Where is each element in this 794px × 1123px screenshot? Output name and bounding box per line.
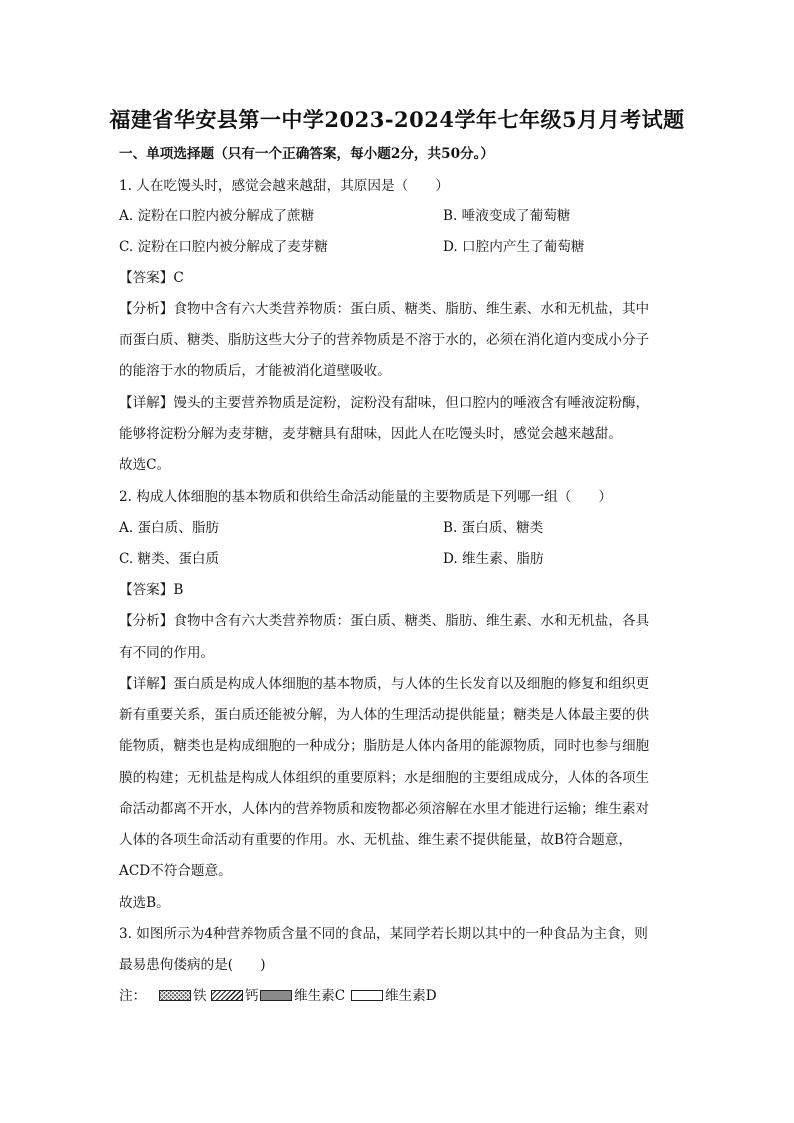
- question-1-analysis-line: 的能溶于水的物质后，才能被消化道壁吸收。: [119, 363, 391, 379]
- question-1-detail-line: 能够将淀粉分解为麦芽糖，麦芽糖具有甜味，因此人在吃馒头时，感觉会越来越甜。: [119, 426, 622, 442]
- question-2-detail-line: 命活动都离不开水，人体内的营养物质和废物都必须溶解在水里才能进行运输；维生素对: [119, 801, 650, 817]
- white-swatch-icon: [351, 990, 383, 1001]
- question-1-option-c: C. 淀粉在口腔内被分解成了麦芽糖: [119, 239, 328, 255]
- question-1-detail-line: 【详解】馒头的主要营养物质是淀粉，淀粉没有甜味，但口腔内的唾液含有唾液淀粉酶，: [119, 395, 650, 411]
- diagonal-hatch-swatch-icon: [211, 990, 243, 1001]
- question-2-detail-line: 【详解】蛋白质是构成人体细胞的基本物质，与人体的生长发育以及细胞的修复和组织更: [119, 676, 650, 692]
- legend-prefix: 注：: [119, 988, 147, 1004]
- question-2-detail-line: 人体的各项生命活动有重要的作用。水、无机盐、维生素不提供能量，故B符合题意，: [119, 832, 632, 848]
- question-2-analysis-line: 【分析】食物中含有六大类营养物质：蛋白质、糖类、脂肪、维生素、水和无机盐，各具: [119, 613, 650, 629]
- question-2-conclusion: 故选B。: [119, 895, 170, 911]
- question-3-stem: 3. 如图所示为4种营养物质含量不同的食品，某同学若长期以其中的一种食品为主食，则: [119, 926, 648, 942]
- question-1-stem: 1. 人在吃馒头时，感觉会越来越甜，其原因是（ ）: [119, 178, 449, 194]
- legend-label-iron: 铁: [193, 988, 207, 1004]
- question-2-option-a: A. 蛋白质、脂肪: [119, 520, 220, 536]
- gray-swatch-icon: [260, 990, 292, 1001]
- legend-item-vitamin-c: [260, 986, 345, 1006]
- question-2-option-c: C. 糖类、蛋白质: [119, 551, 220, 567]
- question-2-option-d: D. 维生素、脂肪: [443, 551, 544, 567]
- question-2-detail-line: 新有重要关系，蛋白质还能被分解，为人体的生理活动提供能量；糖类是人体最主要的供: [119, 707, 650, 723]
- legend-label-calcium: 钙: [245, 988, 259, 1004]
- question-2-option-b: B. 蛋白质、糖类: [443, 520, 544, 536]
- crosshatch-swatch-icon: [159, 990, 191, 1001]
- question-3-stem: 最易患佝偻病的是( ): [119, 957, 266, 973]
- question-1-option-d: D. 口腔内产生了葡萄糖: [443, 239, 585, 255]
- legend-label-vitamin-c: 维生素C: [294, 988, 346, 1004]
- question-1-option-b: B. 唾液变成了葡萄糖: [443, 208, 571, 224]
- question-1-conclusion: 故选C。: [119, 457, 171, 473]
- question-2-analysis-line: 有不同的作用。: [119, 645, 215, 661]
- legend-item-iron: [159, 986, 207, 1006]
- question-1-option-a: A. 淀粉在口腔内被分解成了蔗糖: [119, 208, 315, 224]
- legend-item-calcium: [211, 986, 259, 1006]
- page-title: 福建省华安县第一中学2023-2024学年七年级5月月考试题: [109, 107, 685, 132]
- question-1-analysis-line: 而蛋白质、糖类、脂肪这些大分子的营养物质是不溶于水的，必须在消化道内变成小分子: [119, 332, 650, 348]
- question-2-stem: 2. 构成人体细胞的基本物质和供给生命活动能量的主要物质是下列哪一组（ ）: [119, 489, 613, 505]
- section-heading: 一、单项选择题（只有一个正确答案，每小题2分，共50分。）: [119, 146, 495, 162]
- question-2-detail-line: 膜的构建；无机盐是构成人体组织的重要原料；水是细胞的主要组成成分，人体的各项生: [119, 770, 650, 786]
- legend-label-vitamin-d: 维生素D: [385, 988, 437, 1004]
- question-1-analysis-line: 【分析】食物中含有六大类营养物质：蛋白质、糖类、脂肪、维生素、水和无机盐，其中: [119, 301, 650, 317]
- question-2-detail-line: ACD不符合题意。: [119, 863, 232, 879]
- question-2-detail-line: 能物质，糖类也是构成细胞的一种成分；脂肪是人体内备用的能源物质，同时也参与细胞: [119, 738, 650, 754]
- question-1-answer: 【答案】C: [119, 270, 184, 286]
- question-2-answer: 【答案】B: [119, 582, 184, 598]
- legend-item-vitamin-d: [351, 986, 437, 1006]
